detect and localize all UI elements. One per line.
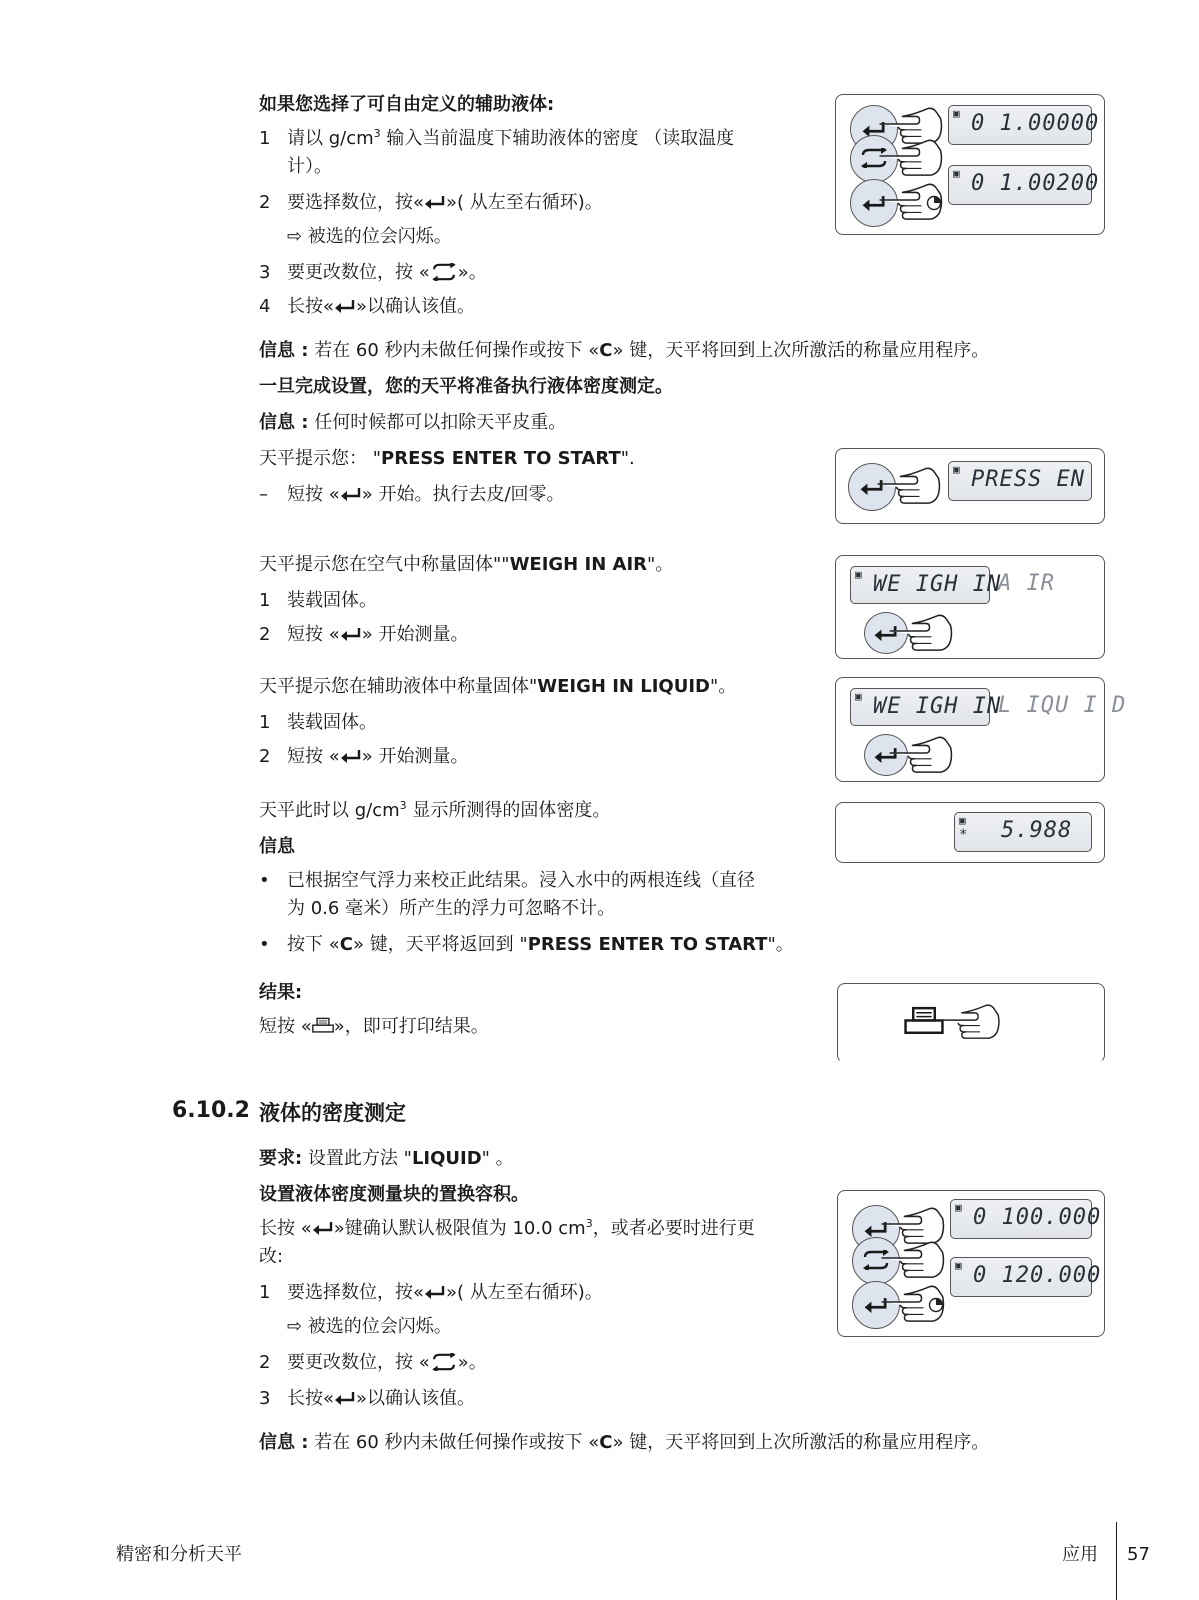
footer-section: 应用	[1062, 1544, 1098, 1565]
info-timeout: 信息 : 若在 60 秒内未做任何操作或按下 «C» 键，天平将回到上次所激活的称量应用程序。	[259, 340, 990, 361]
density-display-line: 天平此时以 $g/cm^3$ 显示所测得的固体密度。	[259, 799, 611, 821]
balance-icon: ▣	[953, 463, 961, 476]
start-measure-step: 短按 « » 开始测量。	[287, 624, 469, 645]
enter-key-icon	[340, 487, 362, 501]
cycle-key-icon	[430, 1353, 458, 1371]
step-number: 1	[259, 712, 271, 733]
step-1-result: ⇨ 被选的位会闪烁。	[287, 1316, 452, 1337]
bullet-1-line-1: 已根据空气浮力来校正此结果。浸入水中的两根连线（直径	[287, 870, 755, 891]
hand-pointer-icon	[886, 734, 956, 774]
lcd-overflow-text: A IR	[998, 571, 1055, 596]
info-label: 信息	[259, 836, 295, 857]
step-number: 2	[259, 746, 271, 767]
free-liquid-heading: 如果您选择了可自由定义的辅助液体:	[259, 94, 555, 115]
step-number: 4	[259, 296, 271, 317]
step-number: 3	[259, 1388, 271, 1409]
step-2: 要更改数位，按 « »。	[287, 1352, 487, 1373]
lcd-display-top: ▣ 0 100.000	[950, 1199, 1092, 1239]
bullet-1-line-2: 为 0.6 毫米）所产生的浮力可忽略不计。	[287, 898, 616, 919]
lcd-display: ▣ WE IGH IN	[850, 566, 990, 604]
balance-icon: ▣	[959, 814, 967, 827]
default-limit-line-2: 改:	[259, 1246, 284, 1267]
step-number: 2	[259, 624, 271, 645]
enter-key-icon	[312, 1221, 334, 1235]
weigh-in-liquid-illustration	[835, 677, 1127, 782]
lcd-display: ▣ PRESS EN	[948, 461, 1092, 501]
enter-key-icon	[334, 1391, 356, 1405]
balance-icon: ▣	[953, 107, 961, 120]
step-number: 2	[259, 1352, 271, 1373]
prompt-press-enter: 天平提示您： "PRESS ENTER TO START".	[259, 448, 635, 469]
cycle-key-icon	[430, 263, 458, 281]
step-number: 3	[259, 262, 271, 283]
bullet-2: 按下 «C» 键，天平将返回到 "PRESS ENTER TO START"。	[287, 934, 794, 955]
step-1: 要选择数位，按« »( 从左至右循环)。	[287, 1282, 603, 1303]
printer-key-icon	[312, 1017, 334, 1035]
step-number: 1	[259, 128, 271, 149]
section-number: 6.10.2	[172, 1098, 250, 1123]
info-timeout-2: 信息 : 若在 60 秒内未做任何操作或按下 «C» 键，天平将回到上次所激活的称量应用程序。	[259, 1432, 990, 1453]
balance-icon: ▣	[955, 1259, 963, 1272]
hand-pointer-icon	[878, 1239, 948, 1279]
step-number: 2	[259, 192, 271, 213]
step-1-line-1: 请以 $g/cm^3$ 输入当前温度下辅助液体的密度 （读取温度	[287, 127, 735, 149]
prompt-weigh-in-air: 天平提示您在空气中称量固体""WEIGH IN AIR"。	[259, 554, 674, 575]
lcd-display-bottom: ▣ 0 1.00200	[948, 165, 1092, 205]
clock-icon	[926, 195, 942, 211]
hand-pointer-icon	[938, 1002, 1002, 1040]
dash-marker: –	[259, 484, 268, 505]
setup-complete-note: 一旦完成设置，您的天平将准备执行液体密度测定。	[259, 376, 673, 397]
section-title: 液体的密度测定	[259, 1101, 406, 1125]
info-tare: 信息 : 任何时候都可以扣除天平皮重。	[259, 412, 567, 433]
enter-key-icon	[424, 195, 446, 209]
stability-star: *	[959, 827, 969, 843]
balance-icon: ▣	[955, 1201, 963, 1214]
step-3: 要更改数位，按 « »。	[287, 262, 487, 283]
step-4: 长按« »以确认该值。	[287, 296, 476, 317]
balance-icon: ▣	[855, 690, 863, 703]
prompt-weigh-in-liquid: 天平提示您在辅助液体中称量固体"WEIGH IN LIQUID"。	[259, 676, 737, 697]
keypad-illustration-1	[835, 94, 1105, 235]
enter-key-icon	[340, 749, 362, 763]
footer-title: 精密和分析天平	[116, 1544, 242, 1565]
start-measure-step: 短按 « » 开始测量。	[287, 746, 469, 767]
step-number: 1	[259, 590, 271, 611]
print-result-line: 短按 « »，即可打印结果。	[259, 1016, 489, 1037]
step-2: 要选择数位，按« »( 从左至右循环)。	[287, 192, 603, 213]
lcd-display: ▣ WE IGH IN	[850, 688, 990, 726]
lcd-display-bottom: ▣ 0 120.000	[950, 1257, 1092, 1297]
hand-pointer-icon	[876, 137, 946, 177]
print-illustration	[837, 983, 1105, 1063]
enter-key-icon	[424, 1285, 446, 1299]
default-limit-line-1: 长按 « »键确认默认极限值为 10.0 $cm^3$，或者必要时进行更	[259, 1217, 755, 1239]
lcd-overflow-text: L IQU I D	[998, 693, 1127, 718]
bullet-marker: •	[259, 870, 270, 891]
clock-icon	[928, 1297, 944, 1313]
step-3: 长按« »以确认该值。	[287, 1388, 476, 1409]
requirement-line: 要求: 设置此方法 "LIQUID" 。	[259, 1148, 514, 1169]
page-number: 57	[1127, 1544, 1150, 1565]
enter-key-icon	[340, 627, 362, 641]
result-label: 结果:	[259, 982, 303, 1003]
press-enter-illustration	[835, 448, 1105, 524]
step-number: 1	[259, 1282, 271, 1303]
footer-divider	[1116, 1522, 1117, 1600]
enter-key-icon	[334, 299, 356, 313]
step-1-line-2: 计）。	[287, 156, 332, 177]
lcd-display-top: ▣ 0 1.00000	[948, 105, 1092, 145]
bullet-marker: •	[259, 934, 270, 955]
balance-icon: ▣	[953, 167, 961, 180]
density-result-illustration	[835, 802, 1105, 863]
lcd-display: ▣ * 5.988	[954, 812, 1092, 852]
hand-pointer-icon	[874, 465, 944, 505]
press-enter-action: 短按 « » 开始。执行去皮/回零。	[287, 484, 565, 505]
displacement-heading: 设置液体密度测量块的置换容积。	[259, 1184, 529, 1205]
hand-pointer-icon	[886, 612, 956, 652]
balance-icon: ▣	[855, 568, 863, 581]
weigh-in-air-illustration	[835, 555, 1105, 659]
load-solid-step: 装载固体。	[287, 712, 377, 733]
keypad-illustration-2	[837, 1190, 1105, 1337]
load-solid-step: 装载固体。	[287, 590, 377, 611]
step-2-result: ⇨ 被选的位会闪烁。	[287, 226, 452, 247]
